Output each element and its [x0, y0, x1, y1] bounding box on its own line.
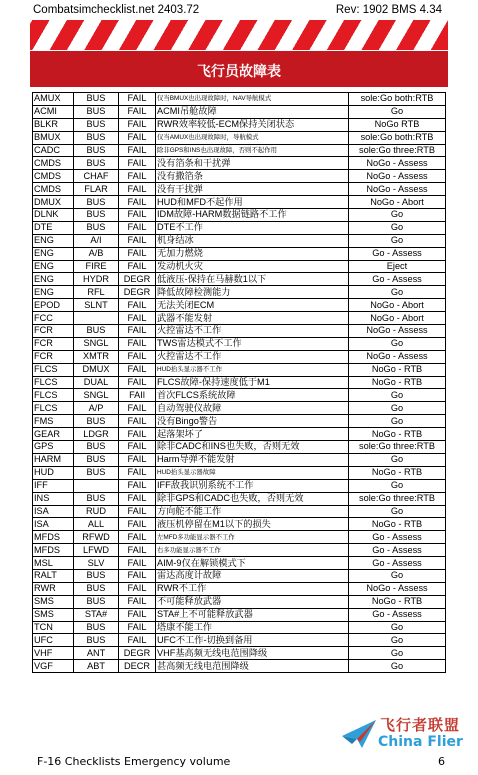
subsystem-cell: SLV — [74, 557, 119, 570]
status-cell: FAIL — [119, 183, 156, 196]
subsystem-cell: STA# — [74, 608, 119, 621]
action-cell: NoGo - Abort — [349, 299, 446, 312]
system-cell: HARM — [33, 453, 74, 466]
system-cell: GPS — [33, 441, 74, 454]
action-cell: Go — [349, 234, 446, 247]
status-cell: FAIL — [119, 196, 156, 209]
system-cell: BLKR — [33, 118, 74, 131]
table-row — [33, 569, 446, 582]
action-cell: sole:Go three:RTB — [349, 441, 446, 454]
description-cell: 武器不能发射 — [156, 312, 349, 325]
status-cell: FAIL — [119, 234, 156, 247]
system-cell: CADC — [33, 144, 74, 157]
status-cell: FAIL — [119, 453, 156, 466]
system-cell: SMS — [33, 608, 74, 621]
status-cell: FAIL — [119, 312, 156, 325]
table-row — [33, 531, 446, 544]
action-cell: Go - Assess — [349, 531, 446, 544]
system-cell: ENG — [33, 234, 74, 247]
table-row — [33, 157, 446, 170]
description-cell: 液压机停留在M1以下的损失 — [156, 518, 349, 531]
action-cell: Go - Assess — [349, 557, 446, 570]
subsystem-cell: BUS — [74, 118, 119, 131]
table-row — [33, 170, 446, 183]
status-cell: FAIL — [119, 299, 156, 312]
system-cell: UFC — [33, 634, 74, 647]
table-row — [33, 441, 446, 454]
table-row — [33, 118, 446, 131]
table-row — [33, 363, 446, 376]
action-cell: Go — [349, 621, 446, 634]
action-cell: Go — [349, 221, 446, 234]
table-row — [33, 453, 446, 466]
action-cell: Go - Assess — [349, 544, 446, 557]
subsystem-cell: RFL — [74, 286, 119, 299]
description-cell: 除非CADC和INS也失败，否则无效 — [156, 441, 349, 454]
subsystem-cell: BUS — [74, 441, 119, 454]
system-cell: ENG — [33, 273, 74, 286]
action-cell: sole:Go both:RTB — [349, 93, 446, 106]
action-cell: Go - Assess — [349, 273, 446, 286]
status-cell: FAIL — [119, 105, 156, 118]
status-cell: FAIL — [119, 350, 156, 363]
description-cell: 甚高频无线电范围降级 — [156, 660, 349, 673]
action-cell: Go - Assess — [349, 608, 446, 621]
action-cell: Go — [349, 647, 446, 660]
description-cell: 无加力燃烧 — [156, 247, 349, 260]
table-row — [33, 660, 446, 673]
table-row — [33, 350, 446, 363]
subsystem-cell: ALL — [74, 518, 119, 531]
description-cell: 没有Bingo警告 — [156, 415, 349, 428]
system-cell: FLCS — [33, 402, 74, 415]
action-cell: NoGo - Abort — [349, 196, 446, 209]
description-cell: HUD抬头显示器不工作 — [156, 363, 349, 376]
fault-table-body — [33, 93, 446, 673]
system-cell: ISA — [33, 505, 74, 518]
action-cell: NoGo - Assess — [349, 183, 446, 196]
system-cell: DMUX — [33, 196, 74, 209]
subsystem-cell: DMUX — [74, 363, 119, 376]
subsystem-cell: BUS — [74, 415, 119, 428]
status-cell: FAIL — [119, 260, 156, 273]
status-cell: FAIL — [119, 531, 156, 544]
subsystem-cell: BUS — [74, 621, 119, 634]
subsystem-cell: A/I — [74, 234, 119, 247]
description-cell: 没有撒箔条 — [156, 170, 349, 183]
description-cell: IFF敌我识别系统不工作 — [156, 479, 349, 492]
status-cell: DEGR — [119, 273, 156, 286]
action-cell: Go — [349, 634, 446, 647]
system-cell: TCN — [33, 621, 74, 634]
subsystem-cell: LFWD — [74, 544, 119, 557]
table-row — [33, 518, 446, 531]
action-cell: sole:Go three:RTB — [349, 144, 446, 157]
system-cell: GEAR — [33, 428, 74, 441]
system-cell: ENG — [33, 247, 74, 260]
action-cell: Go — [349, 286, 446, 299]
subsystem-cell: BUS — [74, 634, 119, 647]
table-row — [33, 479, 446, 492]
subsystem-cell: BUS — [74, 582, 119, 595]
table-row — [33, 647, 446, 660]
system-cell: SMS — [33, 595, 74, 608]
status-cell: FAIL — [119, 582, 156, 595]
description-cell: 塔康不能工作 — [156, 621, 349, 634]
subsystem-cell: RUD — [74, 505, 119, 518]
table-row — [33, 634, 446, 647]
description-cell: 火控雷达不工作 — [156, 350, 349, 363]
system-cell: FLCS — [33, 363, 74, 376]
table-row — [33, 415, 446, 428]
subsystem-cell: BUS — [74, 595, 119, 608]
subsystem-cell: FLAR — [74, 183, 119, 196]
subsystem-cell — [74, 312, 119, 325]
table-row — [33, 544, 446, 557]
action-cell: NoGo - Assess — [349, 157, 446, 170]
status-cell: FAIL — [119, 93, 156, 106]
subsystem-cell: SLNT — [74, 299, 119, 312]
subsystem-cell: BUS — [74, 209, 119, 222]
table-row — [33, 376, 446, 389]
page-title: 飞行员故障表 — [197, 64, 281, 80]
action-cell: NoGo - RTB — [349, 363, 446, 376]
status-cell: FAIL — [119, 247, 156, 260]
table-row — [33, 337, 446, 350]
description-cell: RWR不工作 — [156, 582, 349, 595]
status-cell: FAIL — [119, 363, 156, 376]
watermark-en-text: China Flier — [378, 734, 463, 750]
subsystem-cell: A/P — [74, 402, 119, 415]
system-cell: FCR — [33, 325, 74, 338]
paper-plane-logo-icon — [338, 714, 380, 754]
table-row — [33, 144, 446, 157]
subsystem-cell: BUS — [74, 221, 119, 234]
subsystem-cell: BUS — [74, 325, 119, 338]
action-cell: sole:Go both:RTB — [349, 131, 446, 144]
action-cell: Go — [349, 505, 446, 518]
description-cell: 发动机火灾 — [156, 260, 349, 273]
status-cell: FAIL — [119, 608, 156, 621]
description-cell: 降低故障检测能力 — [156, 286, 349, 299]
subsystem-cell: SNGL — [74, 337, 119, 350]
china-flier-watermark — [338, 712, 468, 756]
table-row — [33, 466, 446, 479]
system-cell: RALT — [33, 569, 74, 582]
system-cell: AMUX — [33, 93, 74, 106]
description-cell: 首次FLCS系统故障 — [156, 389, 349, 402]
action-cell: Go — [349, 415, 446, 428]
description-cell: STA#上不可能释放武器 — [156, 608, 349, 621]
status-cell: FAIL — [119, 544, 156, 557]
description-cell: IDM故障-HARM数据链路不工作 — [156, 209, 349, 222]
system-cell: EPOD — [33, 299, 74, 312]
status-cell: FAIL — [119, 569, 156, 582]
status-cell: FAIL — [119, 170, 156, 183]
subsystem-cell: SNGL — [74, 389, 119, 402]
subsystem-cell: BUS — [74, 196, 119, 209]
system-cell: VGF — [33, 660, 74, 673]
table-row — [33, 595, 446, 608]
status-cell: FAIL — [119, 492, 156, 505]
action-cell: NoGo - RTB — [349, 595, 446, 608]
action-cell: NoGo RTB — [349, 118, 446, 131]
table-row — [33, 234, 446, 247]
status-cell: DECR — [119, 660, 156, 673]
description-cell: 自动驾驶仪故障 — [156, 402, 349, 415]
system-cell: CMDS — [33, 183, 74, 196]
system-cell: DLNK — [33, 209, 74, 222]
system-cell: FLCS — [33, 376, 74, 389]
status-cell: FAIL — [119, 479, 156, 492]
table-row — [33, 93, 446, 106]
status-cell: FAIL — [119, 557, 156, 570]
description-cell: 仅当BMUX也出现故障时，NAV导航模式 — [156, 93, 349, 106]
subsystem-cell: ANT — [74, 647, 119, 660]
system-cell: FCR — [33, 350, 74, 363]
system-cell: FMS — [33, 415, 74, 428]
action-cell: Go — [349, 569, 446, 582]
action-cell: Go — [349, 453, 446, 466]
action-cell: NoGo - RTB — [349, 428, 446, 441]
table-row — [33, 402, 446, 415]
description-cell: Harm导弹不能发射 — [156, 453, 349, 466]
table-row — [33, 621, 446, 634]
description-cell: HUD抬头显示器故障 — [156, 466, 349, 479]
description-cell: 雷达高度计故障 — [156, 569, 349, 582]
action-cell: Go — [349, 105, 446, 118]
status-cell: FAIL — [119, 621, 156, 634]
subsystem-cell — [74, 479, 119, 492]
system-cell: ENG — [33, 286, 74, 299]
table-row — [33, 131, 446, 144]
action-cell: Go — [349, 209, 446, 222]
subsystem-cell: BUS — [74, 569, 119, 582]
action-cell: NoGo - RTB — [349, 518, 446, 531]
subsystem-cell: A/B — [74, 247, 119, 260]
system-cell: MFDS — [33, 531, 74, 544]
table-row — [33, 557, 446, 570]
status-cell: FAIL — [119, 595, 156, 608]
description-cell: VHF基高频无线电范围降级 — [156, 647, 349, 660]
description-cell: 左MFD多功能显示器不工作 — [156, 531, 349, 544]
subsystem-cell: DUAL — [74, 376, 119, 389]
watermark-cn-text: 飞行者联盟 — [380, 716, 461, 734]
status-cell: FAIL — [119, 337, 156, 350]
status-cell: FAIL — [119, 415, 156, 428]
subsystem-cell: ABT — [74, 660, 119, 673]
status-cell: FAIL — [119, 131, 156, 144]
status-cell: FAIL — [119, 118, 156, 131]
system-cell: MFDS — [33, 544, 74, 557]
description-cell: 不可能释放武器 — [156, 595, 349, 608]
system-cell: IFF — [33, 479, 74, 492]
system-cell: BMUX — [33, 131, 74, 144]
description-cell: 低液压-保持在马赫数1以下 — [156, 273, 349, 286]
table-row — [33, 273, 446, 286]
table-row — [33, 582, 446, 595]
subsystem-cell: BUS — [74, 453, 119, 466]
status-cell: FAIL — [119, 428, 156, 441]
table-row — [33, 183, 446, 196]
status-cell: FAIL — [119, 325, 156, 338]
subsystem-cell: BUS — [74, 144, 119, 157]
description-cell: TWS雷达模式不工作 — [156, 337, 349, 350]
system-cell: INS — [33, 492, 74, 505]
subsystem-cell: XMTR — [74, 350, 119, 363]
table-row — [33, 247, 446, 260]
system-cell: FCC — [33, 312, 74, 325]
table-row — [33, 286, 446, 299]
status-cell: DEGR — [119, 647, 156, 660]
table-row — [33, 325, 446, 338]
description-cell: DTE不工作 — [156, 221, 349, 234]
subsystem-cell: BUS — [74, 131, 119, 144]
description-cell: 没有箔条和干扰弹 — [156, 157, 349, 170]
footer-volume: F-16 Checklists Emergency volume — [37, 755, 231, 768]
table-row — [33, 209, 446, 222]
subsystem-cell: RFWD — [74, 531, 119, 544]
table-row — [33, 312, 446, 325]
description-cell: 除非GPS和CADC也失败，否则无效 — [156, 492, 349, 505]
status-cell: FAIL — [119, 518, 156, 531]
system-cell: CMDS — [33, 170, 74, 183]
system-cell: CMDS — [33, 157, 74, 170]
action-cell: Go - Assess — [349, 247, 446, 260]
subsystem-cell: BUS — [74, 105, 119, 118]
description-cell: UFC不工作-切换到备用 — [156, 634, 349, 647]
description-cell: 无法关闭ECM — [156, 299, 349, 312]
action-cell: NoGo - Assess — [349, 170, 446, 183]
subsystem-cell: CHAF — [74, 170, 119, 183]
status-cell: FAIL — [119, 209, 156, 222]
table-row — [33, 389, 446, 402]
system-cell: RWR — [33, 582, 74, 595]
table-row — [33, 505, 446, 518]
subsystem-cell: LDGR — [74, 428, 119, 441]
title-banner — [30, 51, 448, 87]
page-number: 6 — [438, 755, 445, 768]
action-cell: NoGo - RTB — [349, 466, 446, 479]
action-cell: Go — [349, 660, 446, 673]
description-cell: AIM-9仅在解锁模式下 — [156, 557, 349, 570]
header-source: Combatsimchecklist.net 2403.72 — [33, 4, 200, 16]
description-cell: 仅当AMUX也出现故障时，导航模式 — [156, 131, 349, 144]
status-cell: DEGR — [119, 286, 156, 299]
status-cell: FAIL — [119, 402, 156, 415]
hazard-stripes — [30, 20, 448, 50]
action-cell: Go — [349, 389, 446, 402]
table-row — [33, 260, 446, 273]
subsystem-cell: BUS — [74, 466, 119, 479]
table-row — [33, 105, 446, 118]
description-cell: 起落架坏了 — [156, 428, 349, 441]
status-cell: FAIL — [119, 441, 156, 454]
table-row — [33, 608, 446, 621]
description-cell: ACMI吊舱故障 — [156, 105, 349, 118]
table-row — [33, 221, 446, 234]
subsystem-cell: HYDR — [74, 273, 119, 286]
description-cell: 方向舵不能工作 — [156, 505, 349, 518]
header-revision: Rev: 1902 BMS 4.34 — [335, 4, 442, 16]
status-cell: FAIL — [119, 466, 156, 479]
description-cell: FLCS故障-保持速度低于M1 — [156, 376, 349, 389]
subsystem-cell: BUS — [74, 492, 119, 505]
status-cell: FAIL — [119, 376, 156, 389]
table-row — [33, 196, 446, 209]
subsystem-cell: BUS — [74, 93, 119, 106]
system-cell: FLCS — [33, 389, 74, 402]
description-cell: 火控雷达不工作 — [156, 325, 349, 338]
status-cell: FAIL — [119, 221, 156, 234]
action-cell: NoGo - RTB — [349, 376, 446, 389]
action-cell: Eject — [349, 260, 446, 273]
system-cell: HUD — [33, 466, 74, 479]
action-cell: NoGo - Assess — [349, 325, 446, 338]
system-cell: DTE — [33, 221, 74, 234]
system-cell: ENG — [33, 260, 74, 273]
status-cell: FAIl — [119, 389, 156, 402]
description-cell: 没有干扰弹 — [156, 183, 349, 196]
description-cell: HUD和MFD不起作用 — [156, 196, 349, 209]
status-cell: FAIL — [119, 505, 156, 518]
status-cell: FAIL — [119, 157, 156, 170]
status-cell: FAIL — [119, 634, 156, 647]
description-cell: 右多功能显示器不工作 — [156, 544, 349, 557]
description-cell: RWR效率较低-ECM保持关闭状态 — [156, 118, 349, 131]
action-cell: NoGo - Abort — [349, 312, 446, 325]
description-cell: 机身结冰 — [156, 234, 349, 247]
table-row — [33, 492, 446, 505]
action-cell: Go — [349, 337, 446, 350]
subsystem-cell: BUS — [74, 157, 119, 170]
fault-table — [32, 92, 446, 673]
system-cell: ISA — [33, 518, 74, 531]
system-cell: ACMI — [33, 105, 74, 118]
system-cell: MSL — [33, 557, 74, 570]
action-cell: NoGo - Assess — [349, 350, 446, 363]
subsystem-cell: FIRE — [74, 260, 119, 273]
table-row — [33, 428, 446, 441]
action-cell: sole:Go three:RTB — [349, 492, 446, 505]
action-cell: Go — [349, 402, 446, 415]
description-cell: 除非GPS和INS也出现故障，否则不起作用 — [156, 144, 349, 157]
system-cell: FCR — [33, 337, 74, 350]
action-cell: Go — [349, 479, 446, 492]
action-cell: NoGo - Assess — [349, 582, 446, 595]
status-cell: FAIL — [119, 144, 156, 157]
table-row — [33, 299, 446, 312]
system-cell: VHF — [33, 647, 74, 660]
